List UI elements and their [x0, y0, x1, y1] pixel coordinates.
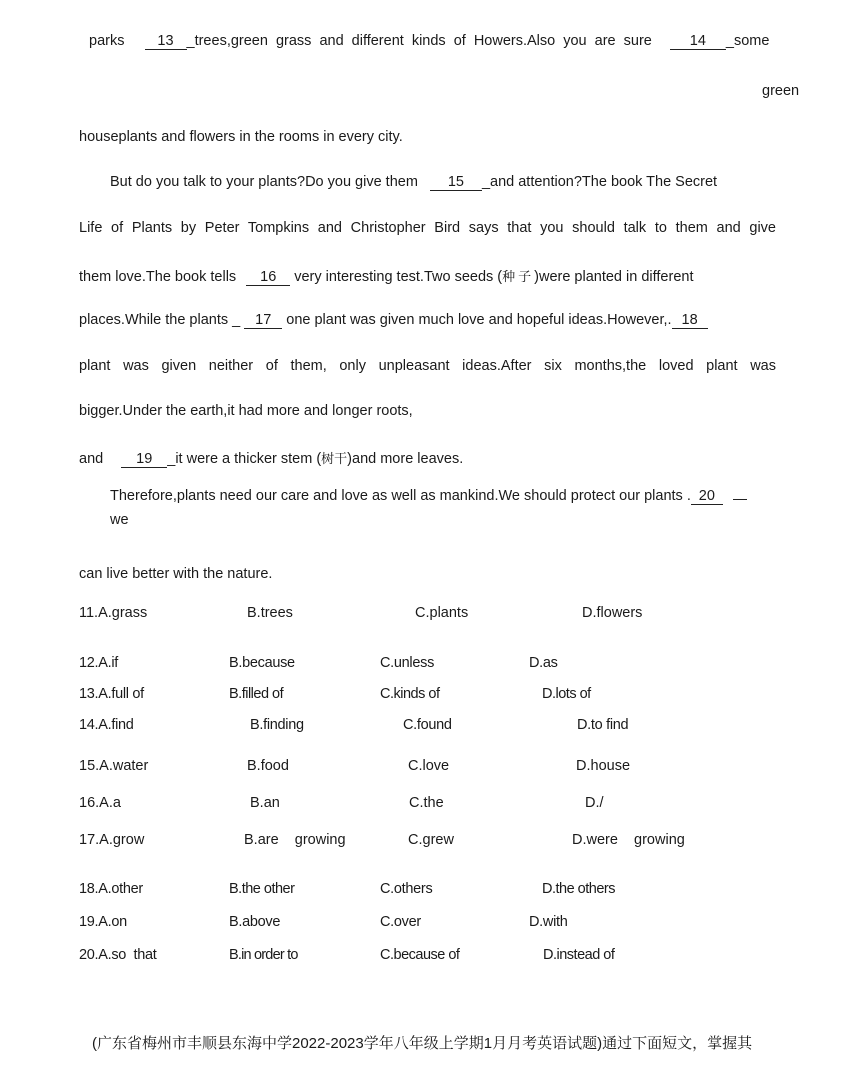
option-11-c: C.plants: [415, 605, 469, 621]
option-19-b: B.above: [229, 914, 281, 930]
option-17-a: 17.A.grow: [79, 832, 145, 848]
passage-line-8: bigger.Under the earth,it had more and longer roots,: [79, 403, 413, 419]
option-20-a: 20.A.so that: [79, 947, 157, 963]
option-13-c: C.kinds of: [380, 686, 440, 702]
option-17-b: B.are growing: [244, 832, 346, 848]
text: trees,green grass and different kinds of Howers.Also you are sure: [194, 33, 652, 49]
option-15-d: D.house: [576, 758, 631, 774]
option-14-d: D.to find: [577, 717, 629, 733]
option-12-d: D.as: [529, 655, 558, 671]
option-12-a: 12.A.if: [79, 655, 119, 671]
passage-line-9: and 19 _it were a thicker stem (树干)and more leaves.: [79, 451, 464, 467]
passage-line-11: can live better with the nature.: [79, 566, 273, 582]
option-13-a: 13.A.full of: [79, 686, 144, 702]
blank-14: 14: [670, 34, 726, 50]
option-16-c: C.the: [409, 795, 444, 811]
option-16-a: 16.A.a: [79, 795, 121, 811]
option-14-b: B.finding: [250, 717, 304, 733]
option-14-a: 14.A.find: [79, 717, 134, 733]
blank-20: 20: [691, 489, 723, 505]
option-18-d: D.the others: [542, 881, 615, 897]
option-13-b: B.filled of: [229, 686, 284, 702]
option-20-b: B.in order to: [229, 947, 298, 963]
option-15-c: C.love: [408, 758, 450, 774]
text: some: [733, 33, 770, 49]
option-11-b: B.trees: [247, 605, 293, 621]
passage-line-6: places.While the plants _ 17 one plant was given much love and hopeful ideas.However,. 18: [79, 312, 708, 329]
option-20-d: D.instead of: [543, 947, 615, 963]
source-footer: (广东省梅州市丰顺县东海中学2022-2023学年八年级上学期1月月考英语试题)通过下面短文，掌握其: [92, 1035, 753, 1052]
blank-17: 17: [244, 313, 282, 329]
option-14-c: C.found: [403, 717, 452, 733]
option-16-d: D./: [585, 795, 604, 811]
passage-line-4: Life of Plants by Peter Tompkins and Christopher Bird says that you should talk to them and give: [79, 220, 776, 236]
passage-line-1b: green: [762, 83, 800, 99]
passage-line-3: But do you talk to your plants?Do you give them 15 _and attention?The book The Secret: [110, 174, 718, 190]
blank-20-tail: [733, 499, 747, 500]
option-16-b: B.an: [250, 795, 280, 811]
option-12-b: B.because: [229, 655, 295, 671]
passage-line-5: them love.The book tells 16 very interesting test.Two seeds (种子)were planted in different: [79, 269, 694, 285]
passage-line-7: plant was given neither of them, only unpleasant ideas.After six months,the loved plant was: [79, 358, 776, 374]
option-11-a: 11.A.grass: [79, 605, 148, 621]
blank-15: 15: [430, 175, 482, 191]
option-18-c: C.others: [380, 881, 433, 897]
option-12-c: C.unless: [380, 655, 435, 671]
option-19-a: 19.A.on: [79, 914, 127, 930]
option-19-d: D.with: [529, 914, 568, 930]
passage-line-2: houseplants and flowers in the rooms in every city.: [79, 129, 403, 145]
blank-16: 16: [246, 270, 290, 286]
option-18-a: 18.A.other: [79, 881, 143, 897]
passage-line-10: Therefore,plants need our care and love as well as mankind.We should protect our plants . 20: [110, 488, 747, 505]
option-11-d: D.flowers: [582, 605, 643, 621]
blank-13: 13: [145, 34, 187, 50]
option-13-d: D.lots of: [542, 686, 591, 702]
option-15-a: 15.A.water: [79, 758, 149, 774]
blank-19: 19: [121, 452, 167, 468]
passage-line-1: parks 13 _trees,green grass and different kinds of Howers.Also you are sure 14 _some: [89, 33, 770, 49]
option-18-b: B.the other: [229, 881, 295, 897]
option-15-b: B.food: [247, 758, 289, 774]
option-19-c: C.over: [380, 914, 421, 930]
option-17-d: D.were growing: [572, 832, 685, 848]
text: parks: [89, 33, 125, 49]
passage-line-10b: we: [110, 512, 129, 528]
blank-18: 18: [672, 313, 708, 329]
option-20-c: C.because of: [380, 947, 460, 963]
option-17-c: C.grew: [408, 832, 454, 848]
